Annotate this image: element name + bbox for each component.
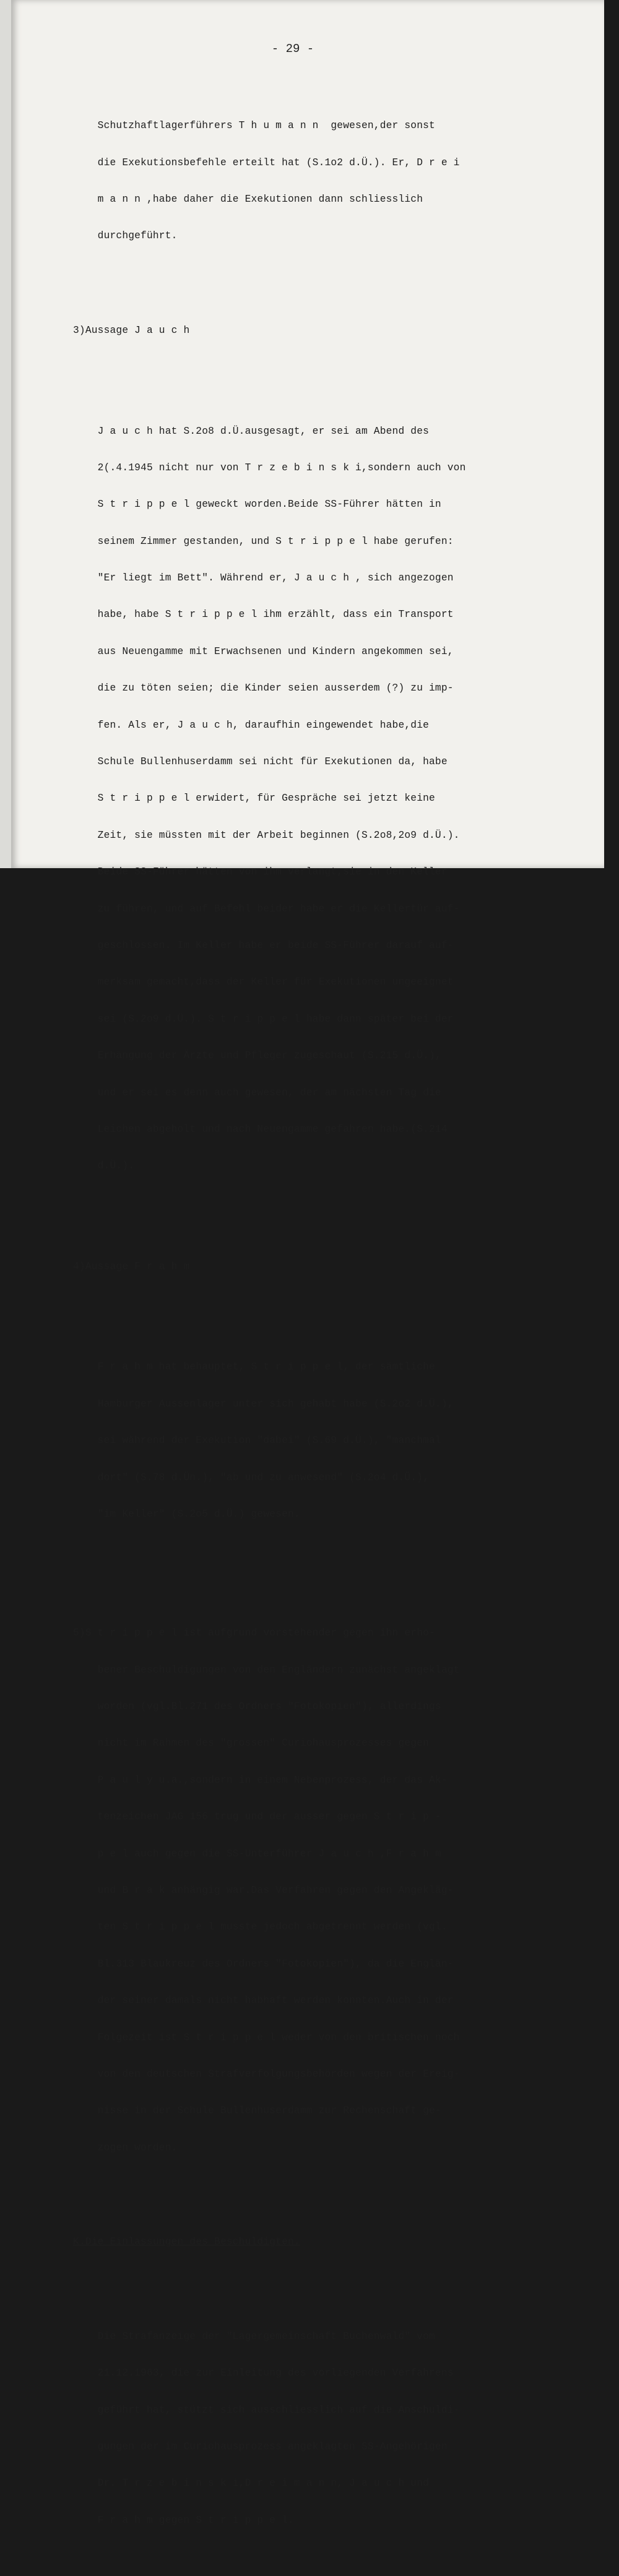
text-line: F r a h m hat behauptet, S t r i p p e l, der sämtliche xyxy=(73,1361,435,1373)
text-line: die Exekutionsbefehle erteilt hat (S.1o2 d.Ü.). Er, D r e i xyxy=(73,157,460,168)
text-line: S t r i p p e l erwidert, für Gespräche sei jetzt keine xyxy=(73,793,435,804)
text-line: Leichen abgeholt und nach Neuengamme gefahren habe.(S.214 xyxy=(73,1123,448,1135)
text-line: Schule Bullenhuserdamm sei nicht für Exekutionen da, habe xyxy=(73,756,448,768)
text-line: Zeit, sie müssten mit der Arbeit beginnen (S.2o8,2o9 d.Ü.). xyxy=(73,829,460,841)
text-line: zogen worden. xyxy=(73,2142,178,2153)
text-line: S t r i p p e l geweckt worden.Beide SS-Führer hätten in xyxy=(73,499,441,510)
page-number: - 29 - xyxy=(271,42,314,56)
text-line: nisse in der Schule Bullenhuserdamm zur Rechenschaft ge- xyxy=(73,2105,441,2117)
section-5-paragraph xyxy=(73,1603,543,2179)
text-line: F r a h m gegen S t r i p p e l. xyxy=(73,2514,294,2526)
document-page xyxy=(11,0,604,2526)
text-line: seinem Zimmer gestanden, und S t r i p p e l habe gerufen: xyxy=(73,535,454,547)
text-line: von den deutschen Strafverfolgungsbehörden wegen der Ereig- xyxy=(73,2068,460,2080)
text-line: nicht im Rahmen des "grossen" Curiohausprozesses gegen xyxy=(73,1738,430,1749)
text-line: 21.12.1963, die zur Einleitung des vorliegenden Verfahrens xyxy=(73,2367,454,2379)
text-line: tenzeichen JAG 156 trug und der ausser gegen S t r i p - xyxy=(73,1811,441,1823)
text-line: und er sei es denn auch gewesen, der am nächsten Tag die xyxy=(73,1087,441,1098)
text-line: Bl.313 Blaukreuz des Ordners "Fotokopien"), da die Englän- xyxy=(73,1958,454,1970)
text-line: sei während der Exekution "dabei" (S.69 d.Ü.), "manchmal xyxy=(73,1435,441,1447)
text-line: Dr. T r z e b i n s k i,D r e i m a n n, J a u c h und xyxy=(73,2478,430,2489)
text-line: d.Ü.). xyxy=(73,1160,135,1172)
text-line: Schutzhaftlagerführers T h u m a n n gewesen,der sonst xyxy=(73,120,435,132)
text-line: sei (S.2o9 d.Ü.). S t r i p p e l habe dann später bei der xyxy=(73,1013,454,1025)
text-line: geführt hat, stützt sich ausschliesslich auf die Anschuldi- xyxy=(73,2404,460,2416)
text-line: Erhängung der Ärzte und Pfleger zugeschaut (S.215 d.Ü.), xyxy=(73,1050,441,1062)
text-line: und B r a k anhängig war.Das Verfahren gegen den Angekläg- xyxy=(73,1884,454,1896)
text-line: 2(.4.1945 nicht nur von T r z e b i n s k i,sondern auch von xyxy=(73,462,466,473)
section-3-heading: 3)Aussage J a u c h xyxy=(73,324,190,336)
text-line: habe, habe S t r i p p e l ihm erzählt, dass ein Transport xyxy=(73,609,454,621)
section-k-heading: K.Die Einlassungen des Beschuldigten. xyxy=(73,2236,300,2248)
text-line: "im Keller" (S.2o5 d.Ü.) gewesen. xyxy=(73,1509,300,1520)
text-line: geschlossen. Im Keller habe er beide SS-Führer darauf auf- xyxy=(73,939,454,951)
text-line: Die Strafanzeige der "Lagergemeinschaft Buchenwald" vom xyxy=(73,2330,435,2342)
section-4-paragraph xyxy=(73,1337,543,1546)
text-line: durchgeführt. xyxy=(73,230,178,242)
text-line: J a u c h hat S.2o8 d.Ü.ausgesagt, er sei am Abend des xyxy=(73,425,430,437)
text-line: Beide SS-Führer hätten von ihm verlangt,sie in den Keller xyxy=(73,866,448,878)
intro-paragraph xyxy=(73,96,543,267)
text-line: bener Beschuldigungen von den Engländern zunächst angeklagt xyxy=(73,1664,460,1676)
text-line: fen. Als er, J a u c h, daraufhin eingewendet habe,die xyxy=(73,719,430,731)
text-line: P a u l y u.a.,sondern in einem Nebenprozess, der das Ak- xyxy=(73,1774,448,1786)
text-line: gungen der im Curiohausprozess angeklagten SS-Angehörigen xyxy=(73,2441,448,2453)
text-line: p e l auch gegen die SS-Unterführer J a u c h ,F r a h m xyxy=(73,1848,441,1859)
page-body xyxy=(73,71,543,2576)
text-line: der seiner damals nicht habhaft werden konnten.Auch in der xyxy=(73,1995,454,2007)
text-line: 5)S t r i p p e l ist aufgrund vorstehender gegen ihn erho- xyxy=(73,1627,435,1639)
text-line: ten S t r i p p e l musste jedoch abgetrennt werden (vgl. xyxy=(73,1921,448,1933)
section-4-heading: 4)Aussage F r a h m xyxy=(73,1260,190,1272)
text-line: die zu töten seien; die Kinder seien ausserdem (?) zu imp- xyxy=(73,683,454,694)
text-line: Hamburger Aussenlager unter sich gehabt habe (S.2o2 d.Ü.), xyxy=(73,1398,454,1410)
text-line: zu führen, und auf Befehl beider habe er die Kellertür auf- xyxy=(73,903,460,915)
text-line: "Er liegt im Bett". Während er, J a u c h , sich angezogen xyxy=(73,572,454,584)
text-line: worden (vgl.Bl.271 des Ordners "Fotokopien"), allerdings xyxy=(73,1701,441,1712)
text-line: aus Neuengamme mit Erwachsenen und Kindern angekommen sei, xyxy=(73,645,454,657)
section-3-paragraph xyxy=(73,401,543,1197)
text-line: dort" (S.78 d.Ün.), "ab und zu anwesend" (S.2o4 d.Ü.), xyxy=(73,1471,430,1483)
text-line: merksam gemacht,dass der Keller für Exekutionen ungeeignet xyxy=(73,976,454,988)
section-k-paragraph xyxy=(73,2306,543,2551)
text-line: Folgezeit ist S t r i p p e l weder von den britischen noch xyxy=(73,2031,460,2043)
text-line: m a n n ,habe daher die Exekutionen dann schliesslich xyxy=(73,193,423,205)
